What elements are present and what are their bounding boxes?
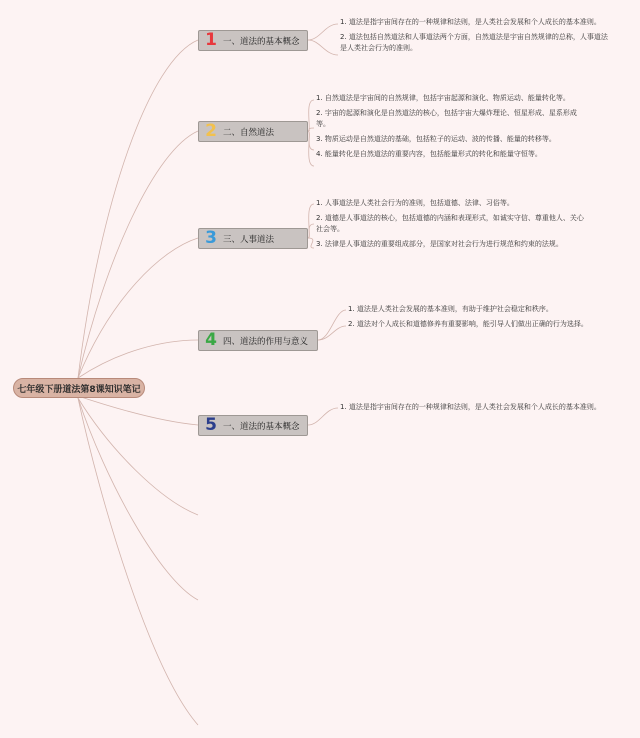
branch-1-leaves xyxy=(340,17,608,58)
connector-b5-leaf-1 xyxy=(308,408,338,425)
leaf-2-4: 4. 能量转化是自然道法的重要内容，包括能量形式的转化和能量守恒等。 xyxy=(316,150,542,158)
branch-number-2: 2 xyxy=(205,121,217,141)
leaf-1-2: 2. 道法包括自然道法和人事道法两个方面，自然道法是宇宙自然规律的总称，人事道法是人类社会行为的准则。 xyxy=(340,33,608,52)
branch-label-1: 一、道法的基本概念 xyxy=(223,36,300,47)
branch-label-3: 三、人事道法 xyxy=(223,234,275,245)
branch-number-3: 3 xyxy=(205,228,217,248)
connector-b4-leaf-1 xyxy=(318,310,346,340)
branch-node-2[interactable] xyxy=(198,121,308,142)
leaf-5-1: 1. 道法是指宇宙间存在的一种规律和法则，是人类社会发展和个人成长的基本准则。 xyxy=(340,403,601,411)
connector-b4-leaf-2 xyxy=(318,326,346,340)
branch-node-3[interactable] xyxy=(198,228,308,249)
connector-root-branch-5 xyxy=(78,396,198,425)
connector-root-branch-1 xyxy=(78,40,198,378)
connector-root-empty-1 xyxy=(78,398,198,515)
root-node[interactable] xyxy=(13,378,145,398)
leaf-4-1: 1. 道法是人类社会发展的基本准则，有助于维护社会稳定和秩序。 xyxy=(348,305,553,313)
branch-5-leaves xyxy=(340,402,610,417)
branch-node-5[interactable] xyxy=(198,415,308,436)
branch-number-1: 1 xyxy=(205,30,217,50)
branch-number-5: 5 xyxy=(205,415,217,435)
branch-2-leaves xyxy=(316,93,586,164)
branch-node-4[interactable] xyxy=(198,330,318,351)
leaf-2-3: 3. 物质运动是自然道法的基础，包括粒子的运动、波的传播、能量的转移等。 xyxy=(316,135,556,143)
branch-number-4: 4 xyxy=(205,330,217,350)
branch-node-1[interactable] xyxy=(198,30,308,51)
leaf-2-2: 2. 宇宙的起源和演化是自然道法的核心，包括宇宙大爆炸理论、恒星形成、星系形成等。 xyxy=(316,109,577,128)
branch-4-leaves xyxy=(348,304,628,334)
leaf-3-2: 2. 道德是人事道法的核心，包括道德的内涵和表现形式，如诚实守信、尊重他人、关心社会等。 xyxy=(316,214,584,233)
connector-b2-leaf-1 xyxy=(308,100,314,131)
leaf-2-1: 1. 自然道法是宇宙间的自然规律，包括宇宙起源和演化、物质运动、能量转化等。 xyxy=(316,94,570,102)
leaf-1-1: 1. 道法是指宇宙间存在的一种规律和法则，是人类社会发展和个人成长的基本准则。 xyxy=(340,18,601,26)
branch-label-5: 一、道法的基本概念 xyxy=(223,421,300,432)
leaf-3-1: 1. 人事道法是人类社会行为的准则，包括道德、法律、习俗等。 xyxy=(316,199,514,207)
connector-b3-leaf-3 xyxy=(308,238,314,248)
branch-label-4: 四、道法的作用与意义 xyxy=(223,336,309,347)
branch-3-leaves xyxy=(316,198,586,254)
connector-root-branch-4 xyxy=(78,340,198,378)
connector-b1-leaf-2 xyxy=(308,40,338,55)
connector-root-branch-3 xyxy=(78,238,198,378)
connector-b1-leaf-1 xyxy=(308,24,338,40)
branch-label-2: 二、自然道法 xyxy=(223,127,275,138)
connector-root-empty-2 xyxy=(78,398,198,600)
root-title: 七年级下册道法第8课知识笔记 xyxy=(17,384,141,395)
leaf-3-3: 3. 法律是人事道法的重要组成部分，是国家对社会行为进行规范和约束的法规。 xyxy=(316,240,563,248)
leaf-4-2: 2. 道法对个人成长和道德修养有重要影响，能引导人们做出正确的行为选择。 xyxy=(348,320,588,328)
